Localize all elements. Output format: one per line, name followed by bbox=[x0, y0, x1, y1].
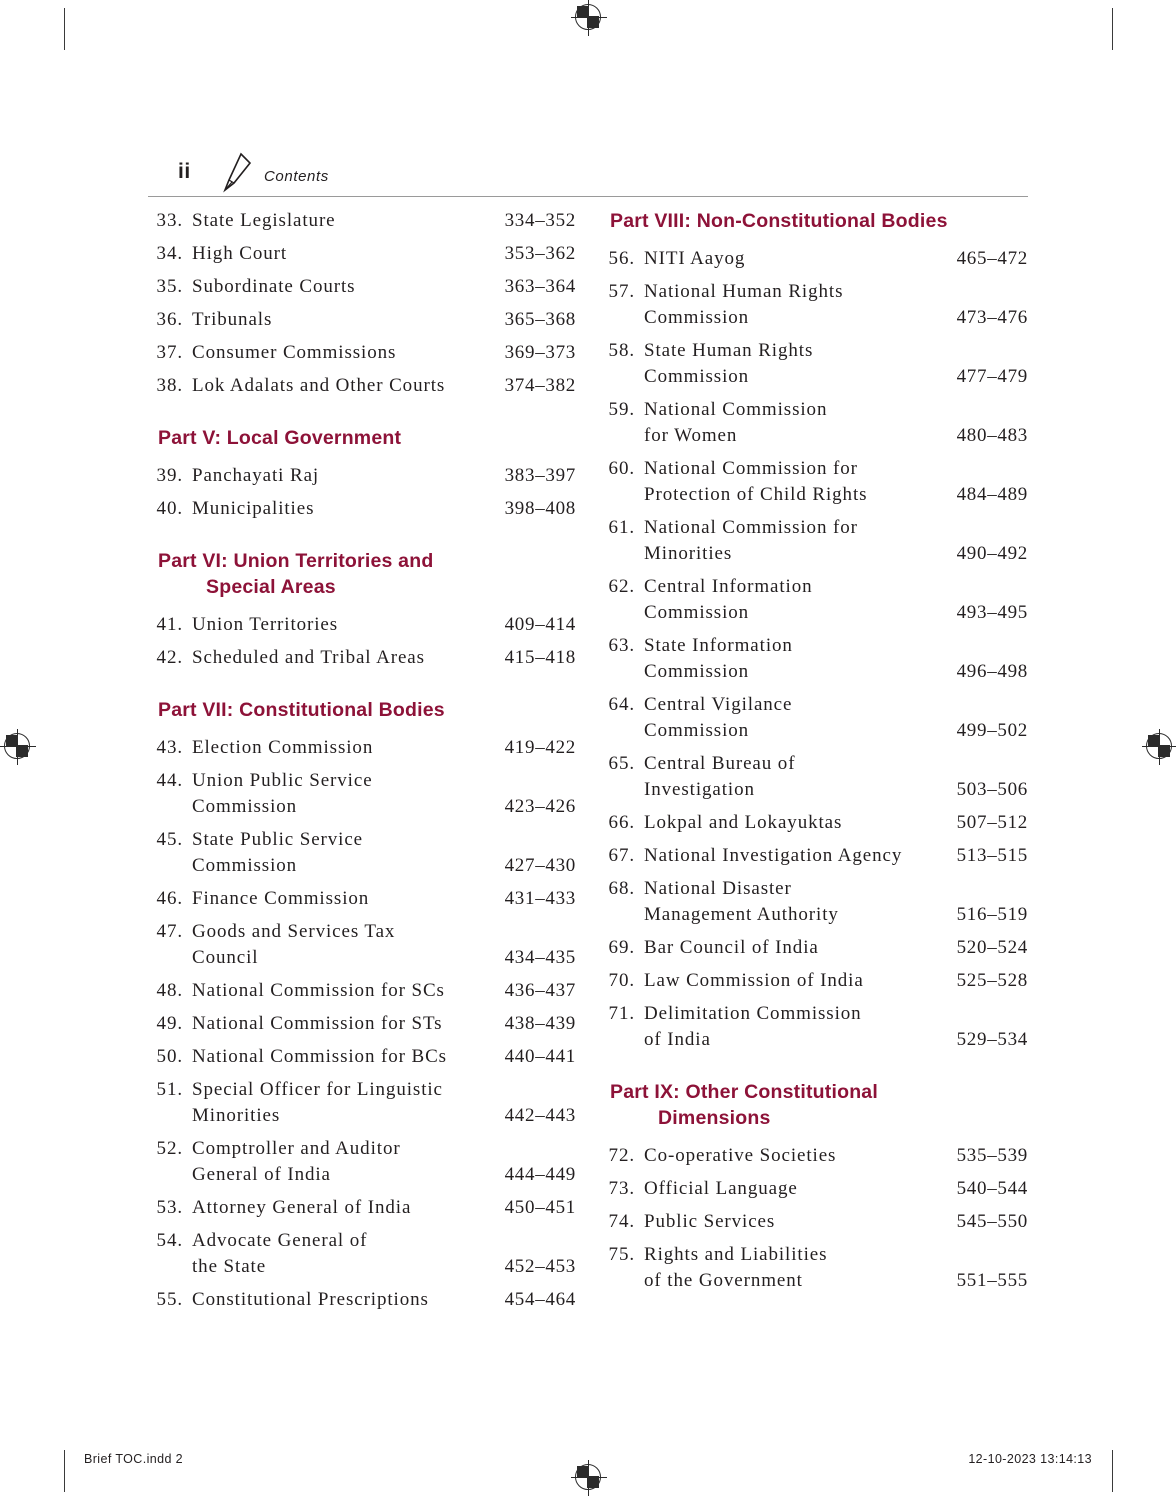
toc-entry-title-line1: State Legislature bbox=[192, 210, 336, 231]
toc-entry-pages: 427–430 bbox=[504, 855, 576, 876]
toc-entry-title bbox=[644, 1176, 932, 1202]
toc-entry-title bbox=[192, 463, 480, 489]
toc-entry-title bbox=[192, 307, 480, 333]
toc-entry[interactable] bbox=[152, 307, 576, 333]
toc-entry-number: 36. bbox=[156, 309, 183, 330]
toc-entry-title-line1: Panchayati Raj bbox=[192, 465, 320, 486]
toc-column-left bbox=[152, 208, 576, 1320]
toc-entry-title-line2: General of India bbox=[192, 1164, 331, 1185]
toc-entry-number: 74. bbox=[608, 1211, 635, 1232]
toc-entry-pages: 503–506 bbox=[956, 779, 1028, 800]
toc-entry-pages: 551–555 bbox=[956, 1270, 1028, 1291]
toc-entry-title bbox=[644, 751, 932, 803]
toc-entry-number: 40. bbox=[156, 498, 183, 519]
toc-entry-number: 58. bbox=[608, 340, 635, 361]
toc-entry-title bbox=[192, 919, 480, 971]
toc-entry-title bbox=[192, 1228, 480, 1280]
toc-entry-title-line2: the State bbox=[192, 1256, 267, 1277]
toc-entry-number: 49. bbox=[156, 1013, 183, 1034]
toc-entry-title bbox=[644, 515, 932, 567]
toc-entry-title bbox=[192, 886, 480, 912]
toc-entry-title bbox=[644, 1242, 932, 1294]
toc-entry-number: 67. bbox=[608, 845, 635, 866]
toc-entry-title bbox=[192, 645, 490, 671]
toc-entry-pages: 365–368 bbox=[504, 309, 576, 330]
toc-entry-title-line1: National Investigation Agency bbox=[644, 845, 903, 866]
part-heading bbox=[610, 1079, 1028, 1131]
toc-entry-pages: 415–418 bbox=[504, 647, 576, 668]
toc-entry-title bbox=[644, 397, 932, 449]
part-heading-line1: Part VII: Constitutional Bodies bbox=[158, 699, 445, 721]
toc-entry-title-line1: National Commission for BCs bbox=[192, 1046, 447, 1067]
toc-entry-title-line1: Tribunals bbox=[192, 309, 273, 330]
toc-entry-pages: 353–362 bbox=[504, 243, 576, 264]
toc-entry-title bbox=[644, 279, 932, 331]
toc-entry[interactable] bbox=[604, 843, 1028, 869]
toc-entry[interactable] bbox=[152, 1228, 576, 1280]
toc-entry-title-line1: National Commission for bbox=[644, 458, 858, 479]
toc-entry[interactable] bbox=[604, 810, 1028, 836]
toc-entry[interactable] bbox=[604, 1176, 1028, 1202]
toc-entry-title bbox=[192, 612, 480, 638]
toc-entry[interactable] bbox=[152, 978, 576, 1004]
toc-entry[interactable] bbox=[604, 338, 1028, 390]
toc-entry[interactable] bbox=[152, 496, 576, 522]
toc-entry-pages: 444–449 bbox=[504, 1164, 576, 1185]
part-heading bbox=[158, 425, 576, 451]
toc-entry-number: 62. bbox=[608, 576, 635, 597]
toc-entry-title-line2: of India bbox=[644, 1029, 711, 1050]
running-header bbox=[148, 152, 1028, 197]
pen-nib-icon bbox=[220, 152, 254, 201]
toc-entry[interactable] bbox=[604, 692, 1028, 744]
toc-entry-title bbox=[644, 456, 932, 508]
toc-entry-title-line2: Minorities bbox=[192, 1105, 281, 1126]
toc-entry[interactable] bbox=[604, 751, 1028, 803]
toc-entry-title bbox=[644, 843, 942, 869]
toc-entry-pages: 431–433 bbox=[504, 888, 576, 909]
toc-entry-number: 68. bbox=[608, 878, 635, 899]
toc-entry-title-line1: National Disaster bbox=[644, 878, 792, 899]
toc-entry[interactable] bbox=[152, 463, 576, 489]
toc-entry-pages: 473–476 bbox=[956, 307, 1028, 328]
toc-entry-number: 72. bbox=[608, 1145, 635, 1166]
toc-entry[interactable] bbox=[604, 633, 1028, 685]
toc-entry-title-line1: Lok Adalats and Other Courts bbox=[192, 375, 446, 396]
toc-entry-title bbox=[644, 810, 932, 836]
toc-entry[interactable] bbox=[152, 373, 576, 399]
toc-entry-pages: 440–441 bbox=[504, 1046, 576, 1067]
crop-mark-bottom-right bbox=[1112, 1450, 1113, 1492]
toc-entry-title bbox=[644, 692, 932, 744]
toc-entry-title-line2: Commission bbox=[192, 855, 298, 876]
toc-entry[interactable] bbox=[152, 1044, 576, 1070]
toc-entry[interactable] bbox=[152, 340, 576, 366]
toc-entry-title-line1: Union Public Service bbox=[192, 770, 373, 791]
toc-entry-title-line1: Municipalities bbox=[192, 498, 315, 519]
toc-entry-number: 54. bbox=[156, 1230, 183, 1251]
toc-entry-number: 59. bbox=[608, 399, 635, 420]
toc-entry-title-line2: Commission bbox=[644, 366, 750, 387]
toc-entry-title bbox=[192, 274, 480, 300]
toc-entry[interactable] bbox=[604, 515, 1028, 567]
toc-entry-number: 50. bbox=[156, 1046, 183, 1067]
page-number: ii bbox=[178, 160, 191, 183]
toc-entry-pages: 363–364 bbox=[504, 276, 576, 297]
crop-mark-top-left bbox=[64, 8, 65, 50]
toc-entry-title-line2: for Women bbox=[644, 425, 738, 446]
toc-entry-pages: 409–414 bbox=[504, 614, 576, 635]
toc-entry[interactable] bbox=[604, 456, 1028, 508]
toc-entry-pages: 442–443 bbox=[504, 1105, 576, 1126]
toc-entry-number: 66. bbox=[608, 812, 635, 833]
toc-entry-pages: 480–483 bbox=[956, 425, 1028, 446]
registration-mark-bottom bbox=[575, 1464, 601, 1490]
toc-entry-title-line1: Public Services bbox=[644, 1211, 776, 1232]
crop-mark-top-right bbox=[1112, 8, 1113, 50]
toc-entry-title-line1: Rights and Liabilities bbox=[644, 1244, 828, 1265]
toc-entry-title-line1: Co-operative Societies bbox=[644, 1145, 837, 1166]
toc-entry-title-line1: Delimitation Commission bbox=[644, 1003, 862, 1024]
toc-entry[interactable] bbox=[604, 935, 1028, 961]
toc-entry-number: 37. bbox=[156, 342, 183, 363]
toc-entry-number: 41. bbox=[156, 614, 183, 635]
part-heading-line1: Part V: Local Government bbox=[158, 427, 402, 449]
toc-entry-number: 35. bbox=[156, 276, 183, 297]
toc-entry-number: 73. bbox=[608, 1178, 635, 1199]
toc-entry-title bbox=[192, 768, 480, 820]
part-heading bbox=[158, 548, 576, 600]
toc-entry-pages: 496–498 bbox=[956, 661, 1028, 682]
toc-entry-pages: 520–524 bbox=[956, 937, 1028, 958]
toc-entry-title-line1: National Commission bbox=[644, 399, 828, 420]
toc-entry-title-line2: Protection of Child Rights bbox=[644, 484, 868, 505]
toc-entry[interactable] bbox=[152, 827, 576, 879]
toc-entry[interactable] bbox=[604, 574, 1028, 626]
toc-entry-number: 46. bbox=[156, 888, 183, 909]
toc-entry-number: 70. bbox=[608, 970, 635, 991]
toc-entry-title bbox=[644, 1001, 932, 1053]
toc-entry-pages: 434–435 bbox=[504, 947, 576, 968]
toc-entry[interactable] bbox=[152, 919, 576, 971]
toc-entry-title-line1: NITI Aayog bbox=[644, 248, 746, 269]
toc-entry-title bbox=[644, 1143, 932, 1169]
toc-entry-pages: 545–550 bbox=[956, 1211, 1028, 1232]
toc-entry-title-line1: Law Commission of India bbox=[644, 970, 864, 991]
toc-entry[interactable] bbox=[604, 397, 1028, 449]
toc-entry-pages: 535–539 bbox=[956, 1145, 1028, 1166]
toc-entry-pages: 419–422 bbox=[504, 737, 576, 758]
toc-entry-title-line1: Finance Commission bbox=[192, 888, 370, 909]
toc-entry-pages: 438–439 bbox=[504, 1013, 576, 1034]
toc-entry-pages: 454–464 bbox=[504, 1289, 576, 1310]
part-heading-line1: Part VI: Union Territories and bbox=[158, 550, 434, 572]
toc-entry-number: 42. bbox=[156, 647, 183, 668]
registration-mark-top bbox=[575, 4, 601, 30]
toc-entry-pages: 369–373 bbox=[504, 342, 576, 363]
toc-entry[interactable] bbox=[152, 1287, 576, 1313]
toc-entry[interactable] bbox=[604, 246, 1028, 272]
part-heading bbox=[158, 697, 576, 723]
toc-entry-title-line2: Commission bbox=[644, 720, 750, 741]
toc-entry-title-line1: State Public Service bbox=[192, 829, 364, 850]
toc-entry-pages: 374–382 bbox=[504, 375, 576, 396]
toc-entry-title bbox=[192, 978, 490, 1004]
toc-entry[interactable] bbox=[152, 1011, 576, 1037]
toc-entry-title-line1: Goods and Services Tax bbox=[192, 921, 396, 942]
toc-entry-title bbox=[644, 876, 932, 928]
toc-entry-number: 75. bbox=[608, 1244, 635, 1265]
toc-entry-number: 51. bbox=[156, 1079, 183, 1100]
footer-timestamp: 12-10-2023 13:14:13 bbox=[968, 1452, 1092, 1466]
toc-entry-title-line1: Union Territories bbox=[192, 614, 339, 635]
toc-entry-title-line1: Consumer Commissions bbox=[192, 342, 397, 363]
toc-entry-number: 57. bbox=[608, 281, 635, 302]
toc-entry-title-line1: Constitutional Prescriptions bbox=[192, 1289, 429, 1310]
toc-entry[interactable] bbox=[152, 208, 576, 234]
toc-entry-pages: 450–451 bbox=[504, 1197, 576, 1218]
toc-entry-title-line1: Central Information bbox=[644, 576, 813, 597]
toc-entry-title bbox=[192, 208, 480, 234]
toc-entry-title bbox=[644, 935, 932, 961]
toc-entry-number: 33. bbox=[156, 210, 183, 231]
toc-entry-number: 61. bbox=[608, 517, 635, 538]
toc-entry-title-line2: Management Authority bbox=[644, 904, 839, 925]
toc-entry-pages: 452–453 bbox=[504, 1256, 576, 1277]
toc-entry[interactable] bbox=[152, 274, 576, 300]
toc-entry-title-line1: Central Vigilance bbox=[644, 694, 793, 715]
toc-entry-title bbox=[192, 735, 480, 761]
toc-entry-title-line1: Official Language bbox=[644, 1178, 798, 1199]
toc-entry-title-line1: National Commission for STs bbox=[192, 1013, 443, 1034]
toc-entry-number: 64. bbox=[608, 694, 635, 715]
toc-entry-title-line1: Advocate General of bbox=[192, 1230, 368, 1251]
toc-entry[interactable] bbox=[152, 735, 576, 761]
toc-entry-title bbox=[192, 241, 480, 267]
toc-entry-title-line1: National Human Rights bbox=[644, 281, 844, 302]
toc-entry-title-line2: Investigation bbox=[644, 779, 755, 800]
toc-entry-number: 53. bbox=[156, 1197, 183, 1218]
toc-entry-number: 43. bbox=[156, 737, 183, 758]
toc-entry-title bbox=[644, 1209, 932, 1235]
toc-entry[interactable] bbox=[152, 886, 576, 912]
toc-entry-title bbox=[192, 1287, 490, 1313]
toc-entry[interactable] bbox=[604, 1001, 1028, 1053]
toc-entry[interactable] bbox=[152, 645, 576, 671]
toc-entry-title bbox=[192, 340, 480, 366]
toc-entry-number: 47. bbox=[156, 921, 183, 942]
toc-entry[interactable] bbox=[152, 1195, 576, 1221]
toc-entry-number: 71. bbox=[608, 1003, 635, 1024]
toc-entry-title-line2: Council bbox=[192, 947, 259, 968]
toc-entry-title bbox=[192, 1077, 480, 1129]
toc-entry[interactable] bbox=[604, 1242, 1028, 1294]
toc-entry-title-line2: Commission bbox=[192, 796, 298, 817]
toc-entry-title-line2: of the Government bbox=[644, 1270, 803, 1291]
toc-entry-pages: 516–519 bbox=[956, 904, 1028, 925]
toc-entry[interactable] bbox=[604, 279, 1028, 331]
toc-entry-title bbox=[192, 373, 490, 399]
toc-entry-title-line1: National Commission for bbox=[644, 517, 858, 538]
part-heading bbox=[610, 208, 1028, 234]
toc-entry-pages: 436–437 bbox=[504, 980, 576, 1001]
toc-entry-title-line1: State Human Rights bbox=[644, 340, 814, 361]
toc-entry-number: 56. bbox=[608, 248, 635, 269]
toc-entry-title-line1: Attorney General of India bbox=[192, 1197, 412, 1218]
toc-entry-title-line1: High Court bbox=[192, 243, 288, 264]
toc-entry-pages: 383–397 bbox=[504, 465, 576, 486]
toc-entry[interactable] bbox=[604, 968, 1028, 994]
toc-entry-title bbox=[192, 496, 480, 522]
toc-entry-title-line1: Election Commission bbox=[192, 737, 374, 758]
toc-entry[interactable] bbox=[152, 1136, 576, 1188]
toc-entry-pages: 513–515 bbox=[956, 845, 1028, 866]
toc-entry-title bbox=[192, 1195, 480, 1221]
toc-entry-number: 44. bbox=[156, 770, 183, 791]
part-heading-line1: Part IX: Other Constitutional bbox=[610, 1081, 878, 1103]
toc-entry-title-line2: Commission bbox=[644, 602, 750, 623]
toc-entry-pages: 493–495 bbox=[956, 602, 1028, 623]
toc-entry-number: 63. bbox=[608, 635, 635, 656]
toc-entry-number: 38. bbox=[156, 375, 183, 396]
toc-entry[interactable] bbox=[152, 1077, 576, 1129]
toc-entry-title bbox=[192, 827, 480, 879]
toc-entry-title-line1: Lokpal and Lokayuktas bbox=[644, 812, 843, 833]
toc-entry-title bbox=[644, 633, 932, 685]
toc-entry-pages: 477–479 bbox=[956, 366, 1028, 387]
toc-entry-title bbox=[644, 246, 932, 272]
toc-entry[interactable] bbox=[152, 612, 576, 638]
toc-entry-title-line2: Commission bbox=[644, 661, 750, 682]
toc-entry-title-line1: Scheduled and Tribal Areas bbox=[192, 647, 425, 668]
toc-entry-number: 45. bbox=[156, 829, 183, 850]
toc-entry-title-line2: Minorities bbox=[644, 543, 733, 564]
toc-entry-pages: 490–492 bbox=[956, 543, 1028, 564]
crop-mark-bottom-left bbox=[64, 1450, 65, 1492]
toc-entry-number: 69. bbox=[608, 937, 635, 958]
toc-entry-pages: 423–426 bbox=[504, 796, 576, 817]
part-heading-line2: Dimensions bbox=[658, 1107, 771, 1129]
toc-entry-title bbox=[192, 1011, 490, 1037]
toc-entry[interactable] bbox=[604, 876, 1028, 928]
toc-entry-number: 39. bbox=[156, 465, 183, 486]
part-heading-line1: Part VIII: Non-Constitutional Bodies bbox=[610, 210, 948, 232]
toc-entry[interactable] bbox=[152, 768, 576, 820]
toc-entry-title-line1: National Commission for SCs bbox=[192, 980, 445, 1001]
toc-entry-title-line1: Special Officer for Linguistic bbox=[192, 1079, 443, 1100]
toc-entry-number: 55. bbox=[156, 1289, 183, 1310]
toc-entry-pages: 507–512 bbox=[956, 812, 1028, 833]
toc-entry-number: 48. bbox=[156, 980, 183, 1001]
footer-filename: Brief TOC.indd 2 bbox=[84, 1452, 184, 1466]
part-heading-line2: Special Areas bbox=[206, 576, 336, 598]
toc-column-right bbox=[604, 208, 1028, 1301]
toc-entry[interactable] bbox=[604, 1143, 1028, 1169]
toc-entry-title-line1: Bar Council of India bbox=[644, 937, 819, 958]
toc-entry-pages: 499–502 bbox=[956, 720, 1028, 741]
toc-entry-title bbox=[192, 1044, 490, 1070]
toc-entry-title bbox=[644, 338, 932, 390]
toc-entry[interactable] bbox=[152, 241, 576, 267]
toc-entry-pages: 529–534 bbox=[956, 1029, 1028, 1050]
toc-entry-pages: 540–544 bbox=[956, 1178, 1028, 1199]
toc-entry-number: 34. bbox=[156, 243, 183, 264]
toc-entry-number: 65. bbox=[608, 753, 635, 774]
toc-entry-title-line1: Subordinate Courts bbox=[192, 276, 356, 297]
toc-entry-pages: 334–352 bbox=[504, 210, 576, 231]
toc-entry-title-line1: State Information bbox=[644, 635, 793, 656]
toc-entry-pages: 484–489 bbox=[956, 484, 1028, 505]
toc-entry-pages: 398–408 bbox=[504, 498, 576, 519]
toc-entry-title bbox=[192, 1136, 480, 1188]
toc-entry-title bbox=[644, 574, 932, 626]
header-section-label: Contents bbox=[264, 168, 329, 185]
registration-mark-right bbox=[1146, 733, 1172, 759]
toc-entry-number: 60. bbox=[608, 458, 635, 479]
registration-mark-left bbox=[4, 733, 30, 759]
toc-entry-title-line1: Comptroller and Auditor bbox=[192, 1138, 401, 1159]
toc-entry-title bbox=[644, 968, 932, 994]
toc-entry-title-line2: Commission bbox=[644, 307, 750, 328]
toc-entry-pages: 465–472 bbox=[956, 248, 1028, 269]
toc-entry[interactable] bbox=[604, 1209, 1028, 1235]
toc-entry-title-line1: Central Bureau of bbox=[644, 753, 796, 774]
toc-entry-pages: 525–528 bbox=[956, 970, 1028, 991]
toc-entry-number: 52. bbox=[156, 1138, 183, 1159]
